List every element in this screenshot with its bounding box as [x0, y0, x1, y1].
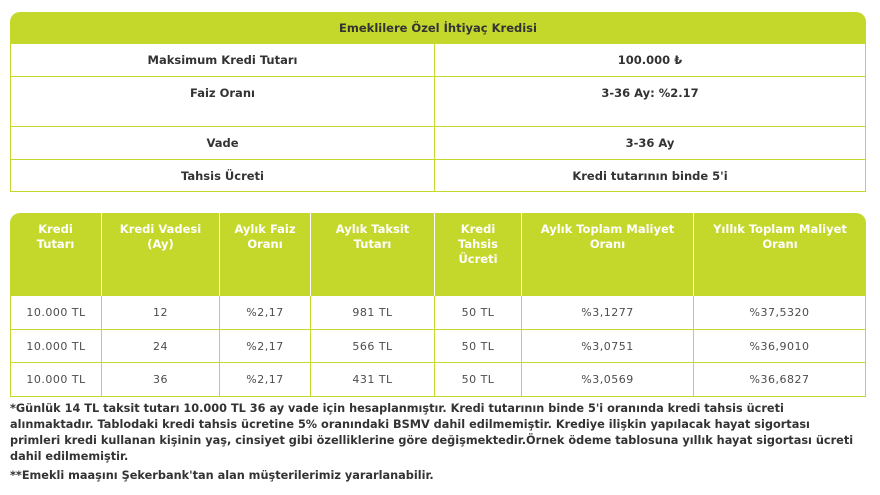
cell-monthly-total-cost-rate: %3,1277: [521, 296, 693, 329]
col-header-term: Kredi Vadesi (Ay): [101, 213, 219, 296]
cell-term: 12: [101, 296, 219, 329]
footnote-1-line: primleri kredi kullanan kişinin yaş, cinsiyet gibi özelliklerine göre değişmektedir.Örnek ödeme tablosuna yıllık hayat sigortası ücreti: [10, 434, 854, 447]
cell-monthly-installment: 981 TL: [310, 296, 434, 329]
cell-monthly-rate: %2,17: [219, 363, 310, 396]
cell-monthly-rate: %2,17: [219, 296, 310, 329]
cell-loan-amount: 10.000 TL: [26, 373, 86, 386]
cell-loan-amount: 10.000 TL: [26, 339, 86, 353]
col-header-annual-total-cost-rate: Yıllık Toplam Maliyet Oranı: [693, 213, 866, 296]
col-header-monthly-rate: Aylık Faiz Oranı: [219, 213, 310, 296]
cell-annual-total-cost-rate: %36,6827: [693, 363, 865, 396]
payment-table-body: [10, 296, 866, 397]
col-header-allocation-fee: Kredi Tahsis Ücreti: [434, 213, 521, 296]
table-row: [11, 296, 865, 330]
cell-term: 36: [101, 363, 219, 396]
footnotes: [10, 401, 853, 484]
footnote-1-line: alınmaktadır. Tablodaki kredi tahsis ücretine 5% oranındaki BSMV dahil edilmemiştir. Krediye ilişkin yapılacak hayat sigortası: [10, 418, 810, 431]
payment-example-table: [10, 213, 866, 397]
cell-allocation-fee: 50 TL: [434, 296, 521, 329]
summary-label: Vade: [206, 136, 239, 150]
summary-label: Maksimum Kredi Tutarı: [147, 53, 298, 67]
footnote-1-line: *Günlük 14 TL taksit tutarı 10.000 TL 36 ay vade için hesaplanmıştır. Kredi tutarının binde 5'i oranında kredi tahsis ücreti: [10, 402, 784, 415]
summary-table-body: [10, 44, 866, 192]
payment-table-header: [10, 213, 866, 296]
summary-label: Faiz Oranı: [190, 86, 255, 100]
footnote-1: [10, 401, 853, 465]
cell-allocation-fee: 50 TL: [434, 363, 521, 396]
table-row: [11, 363, 865, 397]
summary-label: Tahsis Ücreti: [180, 169, 264, 183]
summary-row-allocation-fee: [11, 160, 865, 192]
table-row: [11, 330, 865, 363]
summary-value: Kredi tutarının binde 5'i: [434, 160, 865, 191]
cell-loan-amount: 10.000 TL: [26, 306, 86, 319]
cell-monthly-total-cost-rate: %3,0751: [521, 330, 693, 362]
cell-annual-total-cost-rate: %37,5320: [693, 296, 865, 329]
cell-monthly-total-cost-rate: %3,0569: [521, 363, 693, 396]
cell-term: 24: [101, 330, 219, 362]
footnote-2: **Emekli maaşını Şekerbank'tan alan müşterilerimiz yararlanabilir.: [10, 469, 434, 482]
cell-monthly-installment: 566 TL: [310, 330, 434, 362]
summary-table-title: Emeklilere Özel İhtiyaç Kredisi: [10, 12, 866, 44]
summary-row-term: [11, 127, 865, 160]
col-header-loan-amount: Kredi Tutarı: [36, 222, 75, 251]
footnote-1-line: dahil edilmemiştir.: [10, 450, 129, 463]
summary-value: 3-36 Ay: [434, 127, 865, 159]
cell-annual-total-cost-rate: %36,9010: [693, 330, 865, 362]
summary-value: 3-36 Ay: %2.17: [434, 77, 865, 126]
summary-row-max-amount: [11, 44, 865, 77]
summary-row-interest-rate: [11, 77, 865, 127]
loan-summary-table: [10, 12, 866, 192]
col-header-monthly-installment: Aylık Taksit Tutarı: [310, 213, 434, 296]
col-header-monthly-total-cost-rate: Aylık Toplam Maliyet Oranı: [521, 213, 693, 296]
cell-allocation-fee: 50 TL: [434, 330, 521, 362]
cell-monthly-installment: 431 TL: [310, 363, 434, 396]
cell-monthly-rate: %2,17: [219, 330, 310, 362]
summary-value: 100.000 ₺: [434, 44, 865, 76]
